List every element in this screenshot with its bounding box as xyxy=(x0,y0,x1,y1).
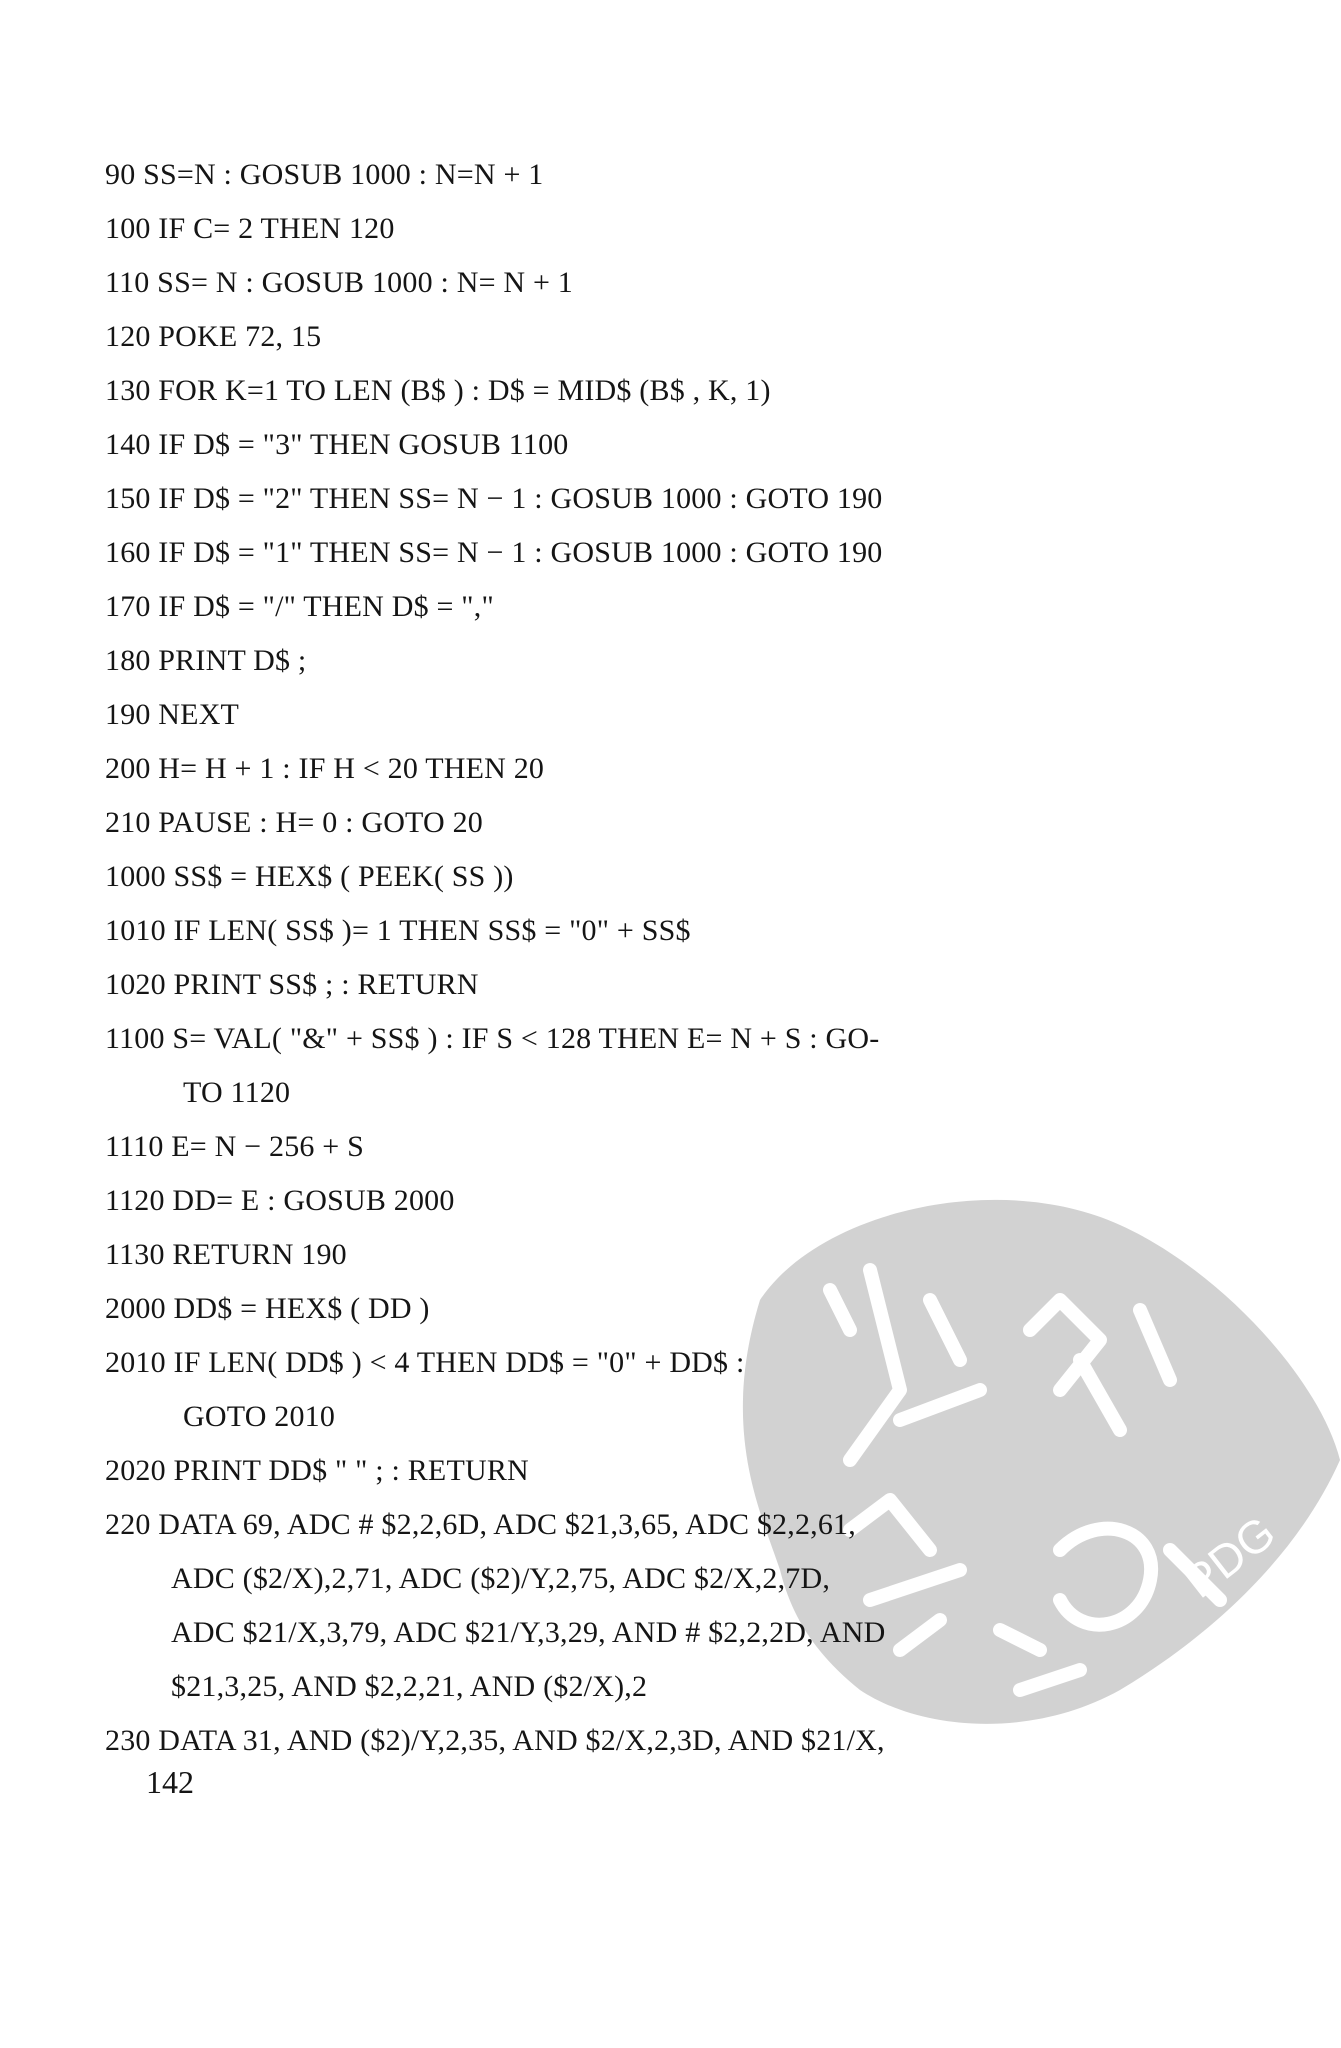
code-line: 2010 IF LEN( DD$ ) < 4 THEN DD$ = "0" + DD$ : xyxy=(105,1346,745,1379)
code-line: 150 IF D$ = "2" THEN SS= N − 1 : GOSUB 1000 : GOTO 190 xyxy=(105,482,883,515)
code-line-continuation: ADC ($2/X),2,71, ADC ($2)/Y,2,75, ADC $2/X,2,7D, xyxy=(171,1562,831,1595)
code-line: 130 FOR K=1 TO LEN (B$ ) : D$ = MID$ (B$ , K, 1) xyxy=(105,374,771,407)
page-number: 142 xyxy=(146,1764,194,1800)
code-line: 110 SS= N : GOSUB 1000 : N= N + 1 xyxy=(105,266,573,299)
code-line: 200 H= H + 1 : IF H < 20 THEN 20 xyxy=(105,752,545,785)
code-line-continuation: $21,3,25, AND $2,2,21, AND ($2/X),2 xyxy=(171,1670,648,1703)
code-line: 1100 S= VAL( "&" + SS$ ) : IF S < 128 THEN E= N + S : GO- xyxy=(105,1022,880,1055)
code-line: 100 IF C= 2 THEN 120 xyxy=(105,212,395,245)
code-line: 1120 DD= E : GOSUB 2000 xyxy=(105,1184,455,1217)
code-line: 140 IF D$ = "3" THEN GOSUB 1100 xyxy=(105,428,569,461)
code-line: 190 NEXT xyxy=(105,698,240,731)
code-line: 220 DATA 69, ADC # $2,2,6D, ADC $21,3,65, ADC $2,2,61, xyxy=(105,1508,856,1541)
code-line: 170 IF D$ = "/" THEN D$ = "," xyxy=(105,590,494,623)
code-line: 1000 SS$ = HEX$ ( PEEK( SS )) xyxy=(105,860,514,893)
code-line: 2020 PRINT DD$ " " ; : RETURN xyxy=(105,1454,529,1487)
watermark-text: PDG xyxy=(1174,1505,1285,1608)
code-line: 1110 E= N − 256 + S xyxy=(105,1130,365,1163)
code-line: 180 PRINT D$ ; xyxy=(105,644,307,677)
code-line: 210 PAUSE : H= 0 : GOTO 20 xyxy=(105,806,484,839)
code-line: 160 IF D$ = "1" THEN SS= N − 1 : GOSUB 1000 : GOTO 190 xyxy=(105,536,883,569)
code-line: 1010 IF LEN( SS$ )= 1 THEN SS$ = "0" + SS$ xyxy=(105,914,691,947)
basic-program-listing xyxy=(105,148,1205,1768)
code-line: 2000 DD$ = HEX$ ( DD ) xyxy=(105,1292,430,1325)
code-line: 90 SS=N : GOSUB 1000 : N=N + 1 xyxy=(105,158,544,191)
code-line-continuation: ADC $21/X,3,79, ADC $21/Y,3,29, AND # $2,2,2D, AND xyxy=(171,1616,886,1649)
code-line: 230 DATA 31, AND ($2)/Y,2,35, AND $2/X,2,3D, AND $21/X, xyxy=(105,1724,885,1757)
code-line: 1020 PRINT SS$ ; : RETURN xyxy=(105,968,479,1001)
code-line-continuation: TO 1120 xyxy=(183,1076,291,1109)
code-line: 120 POKE 72, 15 xyxy=(105,320,322,353)
code-line-continuation: GOTO 2010 xyxy=(183,1400,336,1433)
code-line: 1130 RETURN 190 xyxy=(105,1238,347,1271)
